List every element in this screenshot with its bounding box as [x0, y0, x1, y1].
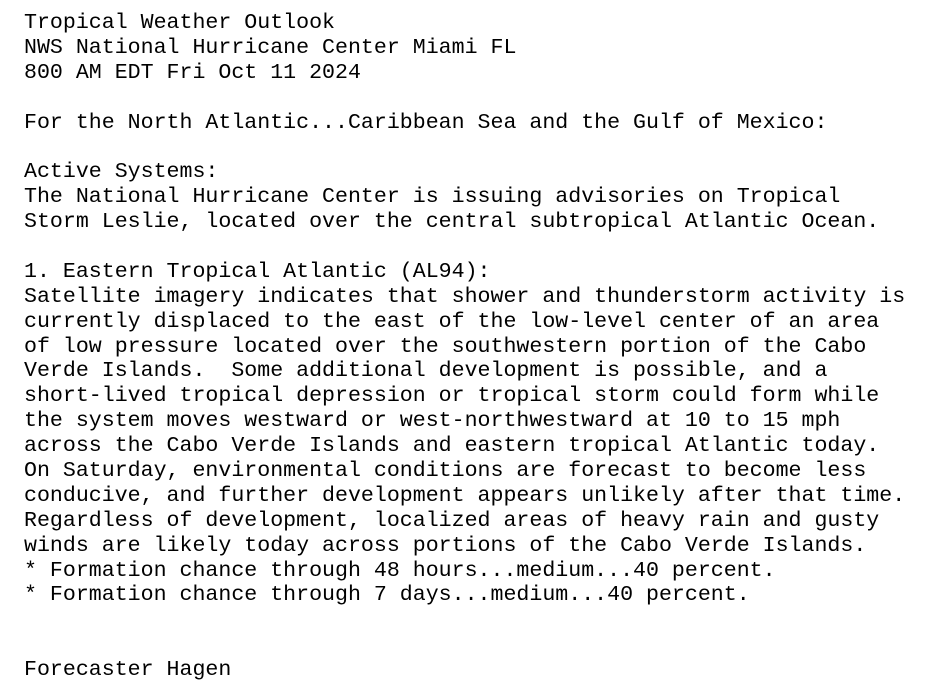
system-1-heading: 1. Eastern Tropical Atlantic (AL94): — [24, 259, 491, 284]
system-1-line: Regardless of development, localized areas of heavy rain and gusty — [24, 508, 880, 533]
formation-chance-48h: * Formation chance through 48 hours...medium...40 percent. — [24, 558, 776, 583]
spacer — [24, 135, 944, 160]
spacer — [24, 86, 944, 111]
formation-chance-7d: * Formation chance through 7 days...medium...40 percent. — [24, 583, 750, 608]
system-1-line: On Saturday, environmental conditions are forecast to become less — [24, 459, 867, 484]
system-1-line: Verde Islands. Some additional development is possible, and a — [24, 359, 828, 384]
spacer — [24, 608, 944, 633]
spacer — [24, 235, 944, 260]
system-1-line: winds are likely today across portions of the Cabo Verde Islands. — [24, 533, 867, 558]
system-1-line: Satellite imagery indicates that shower and thunderstorm activity is — [24, 284, 906, 309]
product-title: Tropical Weather Outlook — [24, 11, 336, 35]
forecaster-signature: Forecaster Hagen — [24, 658, 232, 683]
active-systems-heading: Active Systems: — [24, 160, 219, 185]
active-systems-line: The National Hurricane Center is issuing advisories on Tropical — [24, 185, 841, 210]
system-1-line: the system moves westward or west-northwestward at 10 to 15 mph — [24, 409, 841, 434]
issue-time: 800 AM EDT Fri Oct 11 2024 — [24, 60, 361, 85]
issuing-office: NWS National Hurricane Center Miami FL — [24, 35, 517, 60]
active-systems-line: Storm Leslie, located over the central subtropical Atlantic Ocean. — [24, 210, 880, 235]
outlook-document — [24, 11, 944, 683]
spacer — [24, 633, 944, 658]
system-1-line: conducive, and further development appears unlikely after that time. — [24, 483, 906, 508]
system-1-line: across the Cabo Verde Islands and eastern tropical Atlantic today. — [24, 434, 880, 459]
system-1-line: currently displaced to the east of the low-level center of an area — [24, 309, 880, 334]
region-line: For the North Atlantic...Caribbean Sea and the Gulf of Mexico: — [24, 110, 828, 135]
system-1-line: short-lived tropical depression or tropical storm could form while — [24, 384, 880, 409]
system-1-line: of low pressure located over the southwestern portion of the Cabo — [24, 334, 867, 359]
